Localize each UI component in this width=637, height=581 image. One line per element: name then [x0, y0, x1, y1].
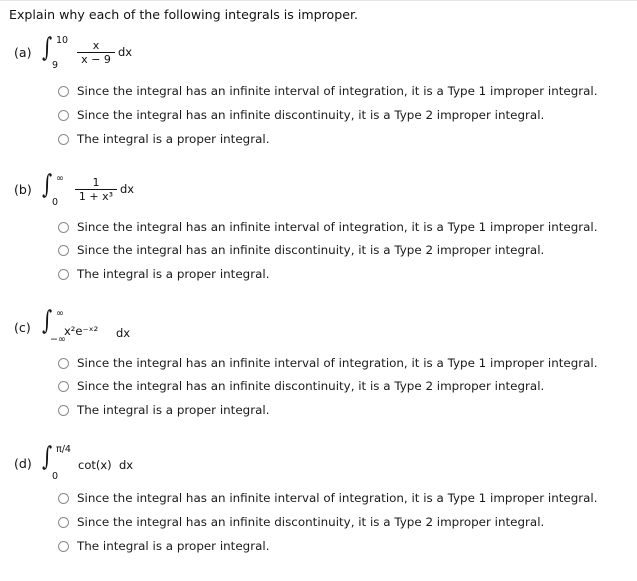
differential: dx: [120, 182, 135, 196]
upper-limit: ∞: [56, 308, 64, 319]
option-label: Since the integral has an infinite discontinuity, it is a Type 2 improper integral.: [77, 243, 545, 257]
option-label: The integral is a proper integral.: [77, 403, 270, 417]
integral-sign-icon: ∫: [42, 170, 53, 200]
option-type1-a[interactable]: [58, 83, 598, 99]
option-type1-b[interactable]: [58, 219, 598, 235]
radio-button[interactable]: [58, 110, 69, 121]
option-proper-d[interactable]: [58, 538, 269, 554]
lower-limit: 0: [52, 197, 59, 208]
part-d-label: (d): [14, 456, 32, 471]
radio-button[interactable]: [58, 222, 69, 233]
option-label: Since the integral has an infinite interval of integration, it is a Type 1 improper integral.: [77, 356, 598, 370]
radio-button[interactable]: [58, 493, 69, 504]
option-label: Since the integral has an infinite discontinuity, it is a Type 2 improper integral.: [77, 108, 545, 122]
lower-limit: −∞: [50, 334, 66, 345]
upper-limit: π/4: [56, 444, 71, 455]
part-c-label: (c): [14, 320, 31, 335]
radio-button[interactable]: [58, 541, 69, 552]
denominator: x − 9: [81, 53, 111, 66]
option-label: Since the integral has an infinite interval of integration, it is a Type 1 improper integral.: [77, 84, 598, 98]
denominator: 1 + x³: [78, 190, 114, 203]
question-text: Explain why each of the following integrals is improper.: [9, 7, 358, 22]
option-type2-c[interactable]: [58, 378, 544, 394]
option-label: Since the integral has an infinite discontinuity, it is a Type 2 improper integral.: [77, 379, 545, 393]
integral-sign-icon: ∫: [42, 33, 53, 63]
upper-limit: 10: [56, 35, 69, 46]
numerator: 1: [92, 176, 100, 189]
option-proper-b[interactable]: [58, 266, 269, 282]
radio-button[interactable]: [58, 269, 69, 280]
option-type2-a[interactable]: [58, 107, 544, 123]
option-proper-a[interactable]: [58, 131, 269, 147]
radio-button[interactable]: [58, 381, 69, 392]
radio-button[interactable]: [58, 86, 69, 97]
differential: dx: [119, 458, 134, 472]
upper-limit: ∞: [56, 173, 64, 184]
fraction: [76, 39, 116, 66]
integrand: cot(x): [78, 458, 112, 472]
top-divider: [0, 0, 637, 1]
differential: dx: [116, 326, 131, 340]
option-type1-d[interactable]: [58, 490, 598, 506]
differential: dx: [118, 45, 133, 59]
integral-sign-icon: ∫: [42, 442, 53, 472]
option-label: The integral is a proper integral.: [77, 267, 270, 281]
option-type2-b[interactable]: [58, 242, 544, 258]
option-label: The integral is a proper integral.: [77, 132, 270, 146]
lower-limit: 9: [52, 60, 59, 71]
option-proper-c[interactable]: [58, 402, 269, 418]
fraction: [74, 176, 118, 203]
radio-button[interactable]: [58, 358, 69, 369]
radio-button[interactable]: [58, 517, 69, 528]
integral-sign-icon: ∫: [42, 306, 53, 336]
radio-button[interactable]: [58, 405, 69, 416]
option-type1-c[interactable]: [58, 355, 598, 371]
option-label: Since the integral has an infinite interval of integration, it is a Type 1 improper integral.: [77, 491, 598, 505]
option-label: Since the integral has an infinite discontinuity, it is a Type 2 improper integral.: [77, 515, 545, 529]
option-type2-d[interactable]: [58, 514, 544, 530]
numerator: x: [92, 39, 100, 52]
option-label: The integral is a proper integral.: [77, 539, 270, 553]
part-a-label: (a): [14, 45, 32, 60]
part-b-label: (b): [14, 182, 32, 197]
radio-button[interactable]: [58, 134, 69, 145]
option-label: Since the integral has an infinite interval of integration, it is a Type 1 improper integral.: [77, 220, 598, 234]
lower-limit: 0: [52, 471, 59, 482]
radio-button[interactable]: [58, 245, 69, 256]
integrand: x²e⁻ˣ²: [64, 324, 99, 338]
